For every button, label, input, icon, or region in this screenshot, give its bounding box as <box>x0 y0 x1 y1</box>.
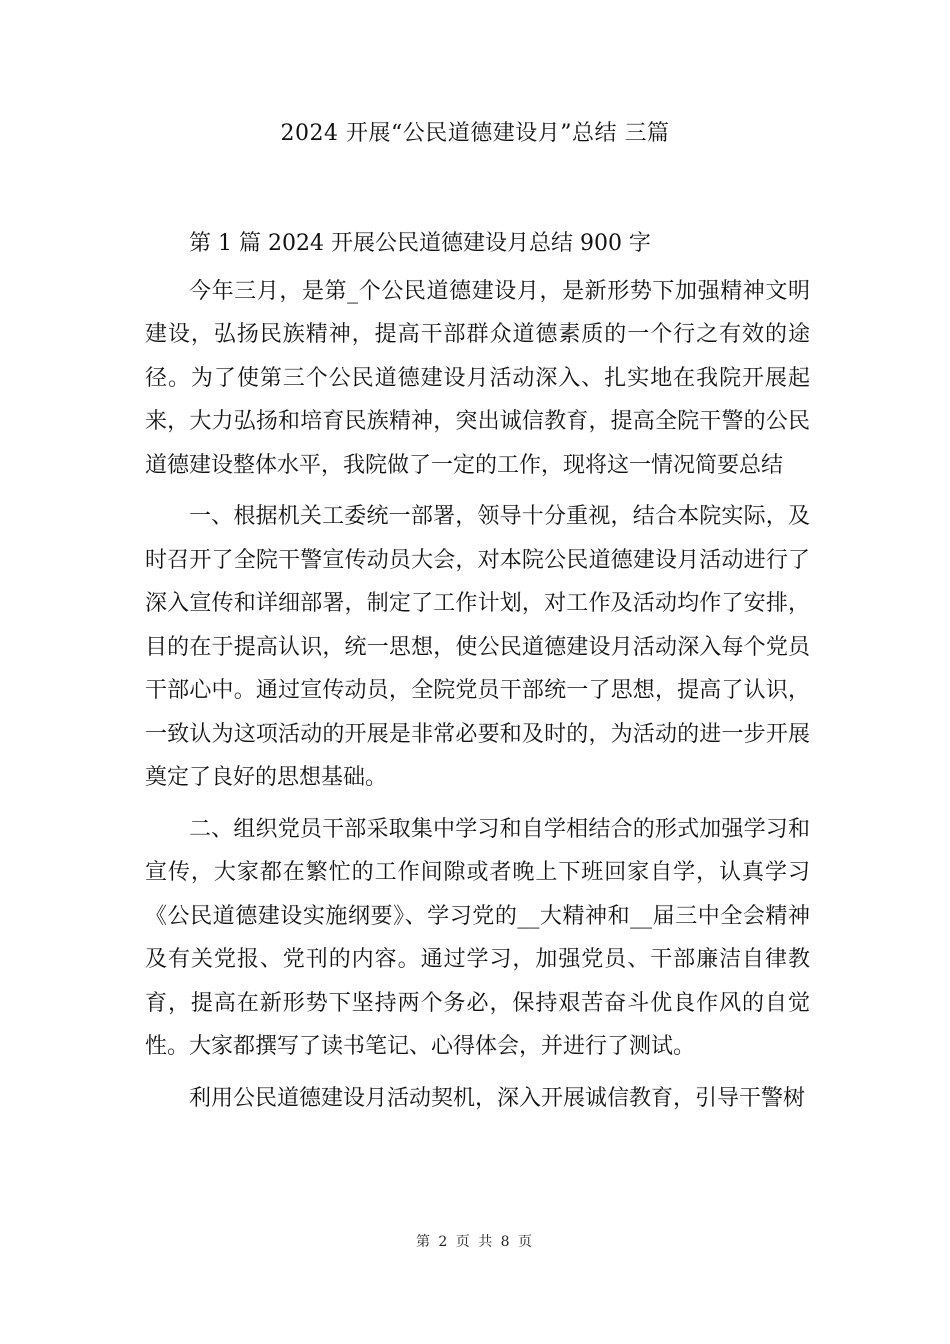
document-body <box>145 222 810 1128</box>
page-number-footer: 第 2 页 共 8 页 <box>415 1234 535 1250</box>
document-title: 2024 开展“公民道德建设月”总结 三篇 <box>280 121 670 146</box>
paragraph-point-two: 二、组织党员干部采取集中学习和自学相结合的形式加强学习和宣传，大家都在繁忙的工作间隙或者晚上下班回家自学，认真学习《公民道德建设实施纲要》、学习党的__大精神和__届三中全会精神及有关党报、党刊的内容。通过学习，加强党员、干部廉洁自律教育，提高在新形势下坚持两个务必，保持艰苦奋斗优良作风的自觉性。大家都撰写了读书笔记、心得体会，并进行了测试。 <box>145 816 810 1059</box>
paragraph-intro: 今年三月，是第_个公民道德建设月，是新形势下加强精神文明建设，弘扬民族精神，提高干部群众道德素质的一个行之有效的途径。为了使第三个公民道德建设月活动深入、扎实地在我院开展起来，大力弘扬和培育民族精神，突出诚信教育，提高全院干警的公民道德建设整体水平，我院做了一定的工作，现将这一情况简要总结 <box>145 278 810 478</box>
section-heading: 第 1 篇 2024 开展公民道德建设月总结 900 字 <box>189 231 651 256</box>
paragraph-point-one: 一、根据机关工委统一部署，领导十分重视，结合本院实际，及时召开了全院干警宣传动员大会，对本院公民道德建设月活动进行了深入宣传和详细部署，制定了工作计划，对工作及活动均作了安排，目的在于提高认识，统一思想，使公民道德建设月活动深入每个党员干部心中。通过宣传动员，全院党员干部统一了思想，提高了认识，一致认为这项活动的开展是非常必要和及时的，为活动的进一步开展奠定了良好的思想基础。 <box>145 504 810 790</box>
paragraph-continuation: 利用公民道德建设月活动契机，深入开展诚信教育，引导干警树 <box>189 1085 806 1111</box>
